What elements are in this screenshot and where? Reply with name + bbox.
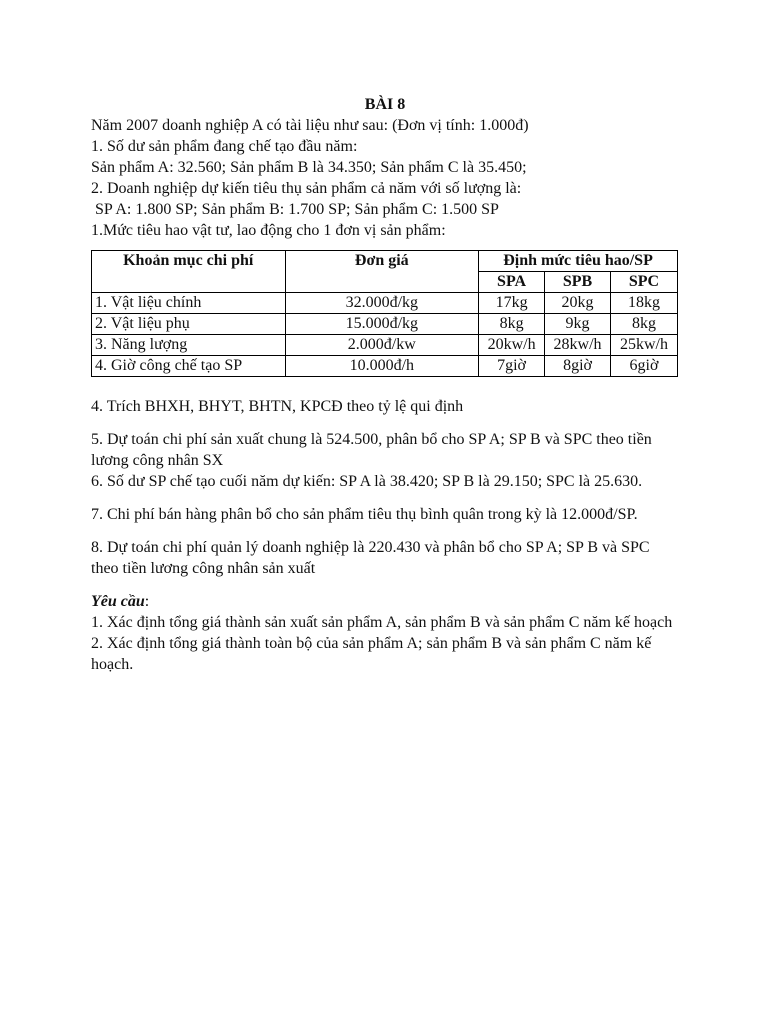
item-8: 8. Dự toán chi phí quản lý doanh nghiệp là 220.430 và phân bổ cho SP A; SP B và SPC theo tiền lương công nhân sản xuất [91,539,650,577]
header-item: Khoản mục chi phí [92,251,286,293]
cell-spb: 20kg [545,293,611,314]
cell-spa: 20kw/h [479,335,545,356]
cell-spc: 6giờ [611,356,678,377]
cell-price: 32.000đ/kg [285,293,479,314]
cell-item: 4. Giờ công chế tạo SP [92,356,286,377]
document-content [91,94,679,675]
cell-spb: 9kg [545,314,611,335]
header-spa: SPA [479,272,545,293]
item-7: 7. Chi phí bán hàng phân bổ cho sản phẩm tiêu thụ bình quân trong kỳ là 12.000đ/SP. [91,506,638,523]
requirements-label: Yêu cầu [91,593,145,610]
requirements-heading [91,591,679,612]
cell-spc: 25kw/h [611,335,678,356]
cell-spb: 28kw/h [545,335,611,356]
table-header-row [92,251,678,272]
cell-price: 15.000đ/kg [285,314,479,335]
cell-spa: 8kg [479,314,545,335]
cell-price: 10.000đ/h [285,356,479,377]
intro-line: 2. Doanh nghiệp dự kiến tiêu thụ sản phẩm cả năm với số lượng là: [91,180,522,197]
table-row [92,293,678,314]
cell-price: 2.000đ/kw [285,335,479,356]
cell-spb: 8giờ [545,356,611,377]
item-5: 5. Dự toán chi phí sản xuất chung là 524.500, phân bổ cho SP A; SP B và SPC theo tiền lương công nhân SX [91,431,652,469]
intro-line: SP A: 1.800 SP; Sản phẩm B: 1.700 SP; Sản phẩm C: 1.500 SP [95,201,499,218]
header-spc: SPC [611,272,678,293]
requirement-2: 2. Xác định tổng giá thành toàn bộ của sản phẩm A; sản phẩm B và sản phẩm C năm kế hoạch. [91,635,652,673]
cost-norm-table [91,250,678,377]
item-6: 6. Số dư SP chế tạo cuối năm dự kiến: SP A là 38.420; SP B là 29.150; SPC là 25.630. [91,473,643,490]
header-spb: SPB [545,272,611,293]
intro-line: Sản phẩm A: 32.560; Sản phẩm B là 34.350; Sản phẩm C là 35.450; [91,159,527,176]
intro-line: Năm 2007 doanh nghiệp A có tài liệu như sau: (Đơn vị tính: 1.000đ) [91,117,529,134]
cell-item: 1. Vật liệu chính [92,293,286,314]
requirements-colon: : [144,593,150,610]
cell-spc: 8kg [611,314,678,335]
exercise-title: BÀI 8 [364,96,406,113]
header-norm: Định mức tiêu hao/SP [479,251,678,272]
cell-item: 3. Năng lượng [92,335,286,356]
table-row [92,335,678,356]
cell-spa: 17kg [479,293,545,314]
table-row [92,356,678,377]
intro-line: 1. Số dư sản phẩm đang chế tạo đầu năm: [91,138,358,155]
cell-spa: 7giờ [479,356,545,377]
cell-item: 2. Vật liệu phụ [92,314,286,335]
header-price: Đơn giá [285,251,479,293]
table-row [92,314,678,335]
requirement-1: 1. Xác định tổng giá thành sản xuất sản phẩm A, sản phẩm B và sản phẩm C năm kế hoạch [91,614,673,631]
intro-line: 1.Mức tiêu hao vật tư, lao động cho 1 đơn vị sản phẩm: [91,222,446,239]
cell-spc: 18kg [611,293,678,314]
item-4: 4. Trích BHXH, BHYT, BHTN, KPCĐ theo tỷ lệ qui định [91,398,464,415]
